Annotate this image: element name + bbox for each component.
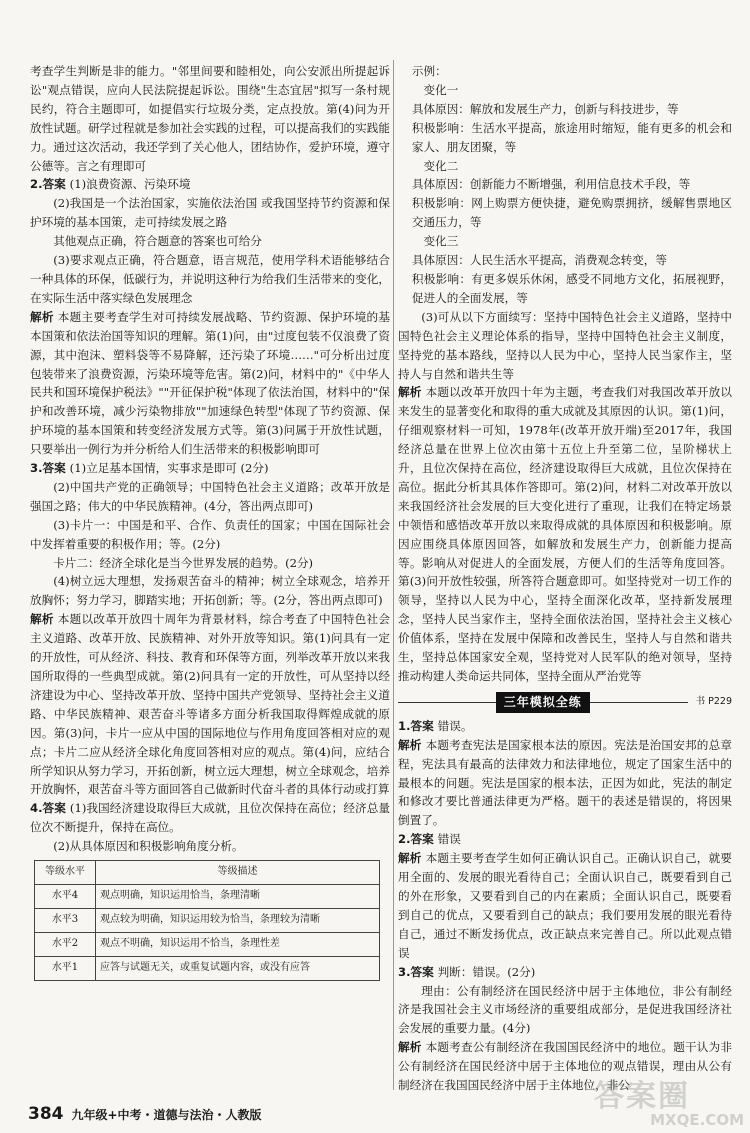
example-line: 具体原因：解放和发展生产力，创新与科技进步，等 (411, 101, 679, 116)
q4-answer-label: 4.答案 (30, 801, 66, 816)
m1-answer-label: 1.答案 (398, 718, 434, 733)
q3-answer-line-1: 3.答案 (1)立足基本国情，实事求是即可 (2分) (30, 461, 269, 476)
example-line: 积极影响：生活水平提高，旅途用时缩短，能有更多的机会和家人、朋友团聚，等 (411, 120, 732, 154)
book-title: 九年级+中考・道德与法治・人教版 (71, 1108, 262, 1122)
example-line: 积极影响：网上购票方便快捷，避免购票拥挤，缓解售票地区交通压力，等 (411, 196, 732, 230)
m2-answer-label: 2.答案 (398, 832, 434, 847)
m3-analysis-label: 解析 (398, 1040, 422, 1055)
m3-answer: 3.答案 判断：错误。(2分) (398, 964, 536, 979)
q2-answer-label: 2.答案 (30, 177, 66, 192)
column-divider (393, 60, 394, 1090)
q3-answer-line-2: (2)中国共产党的正确领导；中国特色社会主义道路；改革开放是强国之路；伟大的中华民族精神。(4分，答出两点即可) (30, 479, 390, 513)
q4-answer-line-1: 4.答案 (1)我国经济建设取得巨大成就，且位次保持在高位；经济总量位次不断提升，保持在高位。 (30, 801, 390, 835)
section-title: 三年模拟全练 (496, 692, 590, 713)
m2-answer: 2.答案 错误 (398, 832, 461, 847)
table-row (35, 908, 380, 932)
q3-answer-line-4: 卡片二：经济全球化是当今世界发展的趋势。(2分) (53, 555, 314, 570)
q3-answer-line-5: (4)树立远大理想，发扬艰苦奋斗的精神；树立全球观念，培养开放胸怀；努力学习，脚踏实地；开拓创新；等。(2分，答出两点即可) (30, 574, 390, 608)
q4-answer-line-2: (2)从具体原因和积极影响角度分析。 (53, 839, 244, 854)
table-cell-level: 水平4 (35, 884, 96, 908)
watermark-logo (594, 1071, 744, 1127)
grading-table-header (35, 861, 380, 885)
watermark-url: MXQE.COM (650, 1111, 744, 1129)
q2-analysis: 解析 本题主要考查学生对可持续发展战略、节约资源、保护环境的基本国策和依法治国等知识的理解。第(1)问，由"过度包装不仅浪费了资源，其中泡沫、塑料袋等不易降解，还污染了环境……"可分析出过度包装带来了浪费资源，污染环境等危害。第(2)问，材料中的"《中华人民共和国环境保护税法》""开征保护税"体现了依法治国，材料中的"保护和改善环境，减少污染物排放""加速绿色转型"体现了节约资源、保护环境的基本国策和转变经济发展方式等。第(3)问属于开放性试题，只要举出一例行为并分析给人们生活带来的积极影响即可 (30, 309, 390, 457)
table-row (35, 956, 380, 980)
example-line: 变化二 (423, 158, 459, 173)
table-cell-desc: 观点较为明确，知识运用较为恰当，条理较为清晰 (96, 908, 380, 932)
watermark-text: 答案圈 (594, 1079, 690, 1114)
intro-paragraph: 考查学生判断是非的能力。"邻里间要和睦相处，向公安派出所提起诉讼"观点错误，应向人民法院提起诉讼。围绕"生态宜居"拟写一条村规民约，符合主题即可，如提倡实行垃圾分类，定点投放。第(4)问为开放性试题。研学过程就是参加社会实践的过程，可以提高我们的实践能力。通过这次活动，我还学到了关心他人，团结协作，爱护环境，遵守公德等。言之有理即可 (30, 64, 390, 173)
q2-analysis-label: 解析 (30, 309, 54, 324)
grading-table (34, 860, 380, 981)
q3-answer-line-3: (3)卡片一：中国是和平、合作、负责任的国家；中国在国际社会中发挥着重要的积极作用；等。(2分) (30, 517, 390, 551)
table-row (35, 884, 380, 908)
m2-analysis: 解析 本题主要考查学生如何正确认识自己。正确认识自己，就要用全面的、发展的眼光看待自己；全面认识自己，既要看到自己的外在形象，又要看到自己的内在素质；全面认识自己，既要看到自己的优点，又要看到自己的缺点；我们要用发展的眼光看待自己，通过不断发扬优点，改正缺点来完善自己。所以此观点错误 (398, 851, 732, 960)
example-line: 具体原因：创新能力不断增强，利用信息技术手段，等 (411, 177, 691, 192)
page-number: 384 (28, 1104, 64, 1124)
book-page-ref: 书 P229 (695, 695, 732, 707)
q4-analysis-label: 解析 (398, 385, 422, 400)
table-header-level: 等级水平 (35, 861, 96, 885)
q2-answer-line-4: (3)要求观点正确，符合题意，语言规范，使用学科术语能够结合一种具体的环保，低碳行为，并说明这种行为给我们生活带来的变化，在实际生活中落实绿色发展理念 (30, 253, 390, 305)
table-cell-desc: 观点明确，知识运用恰当，条理清晰 (96, 884, 380, 908)
banner-rule (398, 702, 496, 703)
left-column (30, 62, 390, 981)
q3-analysis: 解析 本题以改革开放四十周年为背景材料，综合考查了中国特色社会主义道路、改革开放、民族精神、对外开放等知识。第(1)问具有一定的开放性，可从经济、科技、教育和环保等方面，列举改革开放以来我国所取得的一些典型成就。第(2)问具有一定的开放性，可从坚持以经济建设为中心、坚持改革开放、坚持中国共产党领导、坚持社会主义道路、中华民族精神、艰苦奋斗等诸多方面分析我国取得辉煌成就的原因。第(3)问，卡片一应从中国的国际地位与作用角度回答相对应的观点；卡片二应从经济全球化角度回答相对应的观点。第(4)问，应结合所学知识从努力学习，开拓创新，树立远大理想，树立全球观念，培养开放胸怀，艰苦奋斗等方面回答自己做新时代奋斗者的具体行动或打算 (30, 612, 390, 797)
page-footer (28, 1104, 262, 1124)
m3-answer-label: 3.答案 (398, 964, 434, 979)
example-line: 具体原因：人民生活水平提高，消费观念转变，等 (411, 253, 667, 268)
table-cell-level: 水平3 (35, 908, 96, 932)
q3-analysis-label: 解析 (30, 612, 54, 627)
m1-analysis: 解析 本题考查宪法是国家根本法的原因。宪法是治国安邦的总章程，宪法具有最高的法律效力和法律地位，规定了国家生活中的最根本的问题。宪法是国家的根本法，正因为如此，宪法的制定和修改才要比普通法律更为严格。题干的表述是错误的，将因果倒置了。 (398, 737, 732, 828)
q2-answer-line-3: 其他观点正确，符合题意的答案也可给分 (53, 234, 262, 249)
banner-rule (590, 702, 688, 703)
table-cell-desc: 应答与试题无关，或重复试题内容，或没有应答 (96, 956, 380, 980)
q2-answer-line-2: (2)我国是一个法治国家，实施依法治国 或我国坚持节约资源和保护环境的基本国策，走可持续发展之路 (30, 196, 390, 230)
table-cell-level: 水平2 (35, 932, 96, 956)
m2-analysis-label: 解析 (398, 851, 422, 866)
example-line: 变化三 (423, 234, 459, 249)
example-line: 示例： (411, 64, 447, 78)
table-cell-level: 水平1 (35, 956, 96, 980)
m3-analysis: 解析 本题考查公有制经济在我国国民经济中的地位。题干认为非公有制经济在国民经济中居于主体地位的观点错误，理由从公有制经济在我国国民经济中居于主体地位，非公 (398, 1040, 732, 1093)
example-line: (3)可从以下方面续写：坚持中国特色社会主义道路，坚持中国特色社会主义理论体系的指导，坚持中国特色社会主义制度，坚持党的基本路线，坚持以人民为中心，坚持人民当家作主，坚持人与自然和谐共生等 (398, 309, 732, 381)
example-line: 变化一 (423, 82, 459, 97)
q2-answer-line-1: 2.答案 (1)浪费资源、污染环境 (30, 177, 191, 192)
q3-answer-label: 3.答案 (30, 461, 66, 476)
right-column (398, 62, 732, 1095)
table-row (35, 932, 380, 956)
table-cell-desc: 观点不明确，知识运用不恰当，条理性差 (96, 932, 380, 956)
m1-answer: 1.答案 错误。 (398, 718, 473, 733)
table-header-desc: 等级描述 (96, 861, 380, 885)
m1-analysis-label: 解析 (398, 737, 422, 752)
example-line: 积极影响：有更多娱乐休闲，感受不同地方文化，拓展视野，促进人的全面发展，等 (411, 271, 732, 305)
q4-analysis: 解析 本题以改革开放四十年为主题，考查我们对我国改革开放以来发生的显著变化和取得的重大成就及其原因的认识。第(1)问，仔细观察材料一可知，1978年(改革开放开端)至2017年，我国经济总量在世界上位次由第十五位上升至第二位，呈阶梯状上升，且位次保持在高位，经济建设取得巨大成就，且位次保持在高位。据此分析其具体作答即可。第(2)问，材料二对改革开放以来我国经济社会发展的巨大变化进行了重现，让我们在特定场景中领悟和感悟改革开放以来取得成就的具体原因和积极影响。原因应围绕具体原因回答，如解放和发展生产力，创新能力提高等。影响从对促进人的全面发展，方便人们的生活等角度回答。第(3)问开放性较强，所答符合题意即可。如坚持党对一切工作的领导，坚持以人民为中心，坚持全面深化改革，坚持新发展理念，坚持人民当家作主，坚持全面依法治国，坚持社会主义核心价值体系，坚持在发展中保障和改善民生，坚持人与自然和谐共生，坚持总体国家安全观，坚持党对人民军队的绝对领导，坚持推动构建人类命运共同体，坚持全面从严治党等 (398, 385, 732, 683)
m3-answer-line: 理由：公有制经济在国民经济中居于主体地位，非公有制经济是我国社会主义市场经济的重要组成部分，是促进我国经济社会发展的重要力量。(4分) (398, 983, 732, 1036)
section-banner (398, 692, 732, 713)
